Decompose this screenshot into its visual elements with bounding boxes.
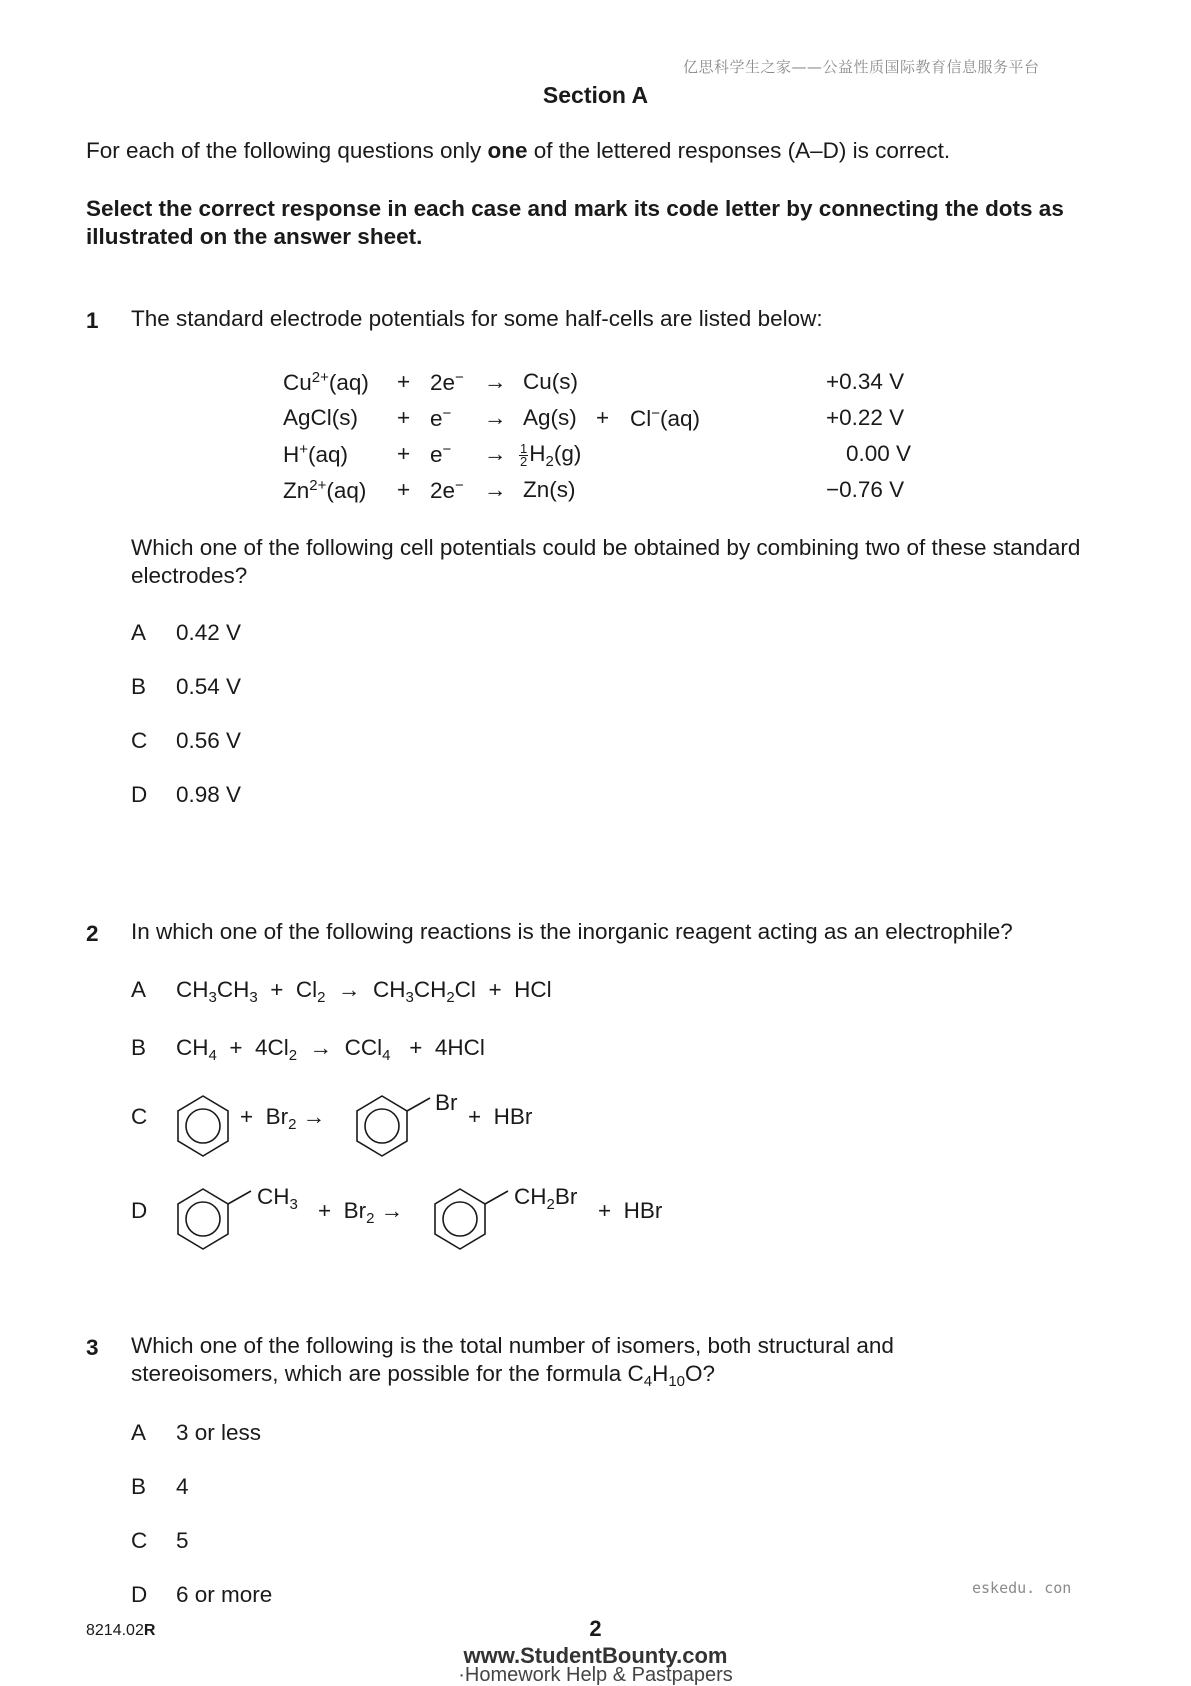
potential: +0.34 V (826, 369, 905, 394)
option-letter: A (131, 1420, 147, 1445)
half-cell-row-cu: $Cu^{2+}(aq)$ (283, 369, 369, 395)
extra-product: Cl−(aq) (630, 405, 701, 431)
q3-number: 3 (86, 1335, 99, 1360)
option-text: 5 (176, 1528, 189, 1553)
option-letter: D (131, 1582, 148, 1607)
electrons: e− (430, 441, 452, 467)
option-text: 6 or more (176, 1582, 273, 1607)
benzyl-bromide-icon (433, 1187, 513, 1255)
option-letter: C (131, 1104, 148, 1129)
q1-number: 1 (86, 308, 99, 333)
q2-text: In which one of the following reactions is the inorganic reagent acting as an electrophile? (131, 919, 1013, 944)
option-text: 4 (176, 1474, 189, 1499)
arrow: → (484, 477, 507, 502)
option-text: 0.98 V (176, 782, 242, 807)
bromobenzene-icon (355, 1094, 435, 1162)
substituent-ch3: $CH_3$ (257, 1184, 298, 1213)
half-cell-row-h: H+(aq) (283, 441, 349, 467)
half-cell-row-zn: $Zn^{2+}(aq)$ (283, 477, 367, 503)
potential: 0.00 V (846, 441, 912, 466)
watermark-eskedu: eskedu. con (972, 1579, 1072, 1597)
substituent-br: Br (435, 1090, 458, 1115)
q1-text: The standard electrode potentials for some half-cells are listed below: (131, 306, 823, 331)
product: Cu(s) (523, 369, 578, 394)
plus-sign: + (397, 477, 411, 502)
option-letter: D (131, 1198, 148, 1223)
option-letter: C (131, 1528, 148, 1553)
studentbounty-link[interactable]: www.StudentBounty.com (463, 1643, 728, 1668)
q3-text: Which one of the following is the total number of isomers, both structural and stereoisomers, which are possible for the formula $C_4H_{10}O$? (131, 1333, 894, 1390)
half-cell-row-agcl: AgCl(s) (283, 405, 359, 430)
potential: +0.22 V (826, 405, 905, 430)
option-letter: B (131, 1035, 147, 1060)
option-text: 0.54 V (176, 674, 242, 699)
electrons: 2e− (430, 477, 464, 503)
plus-sign: + (397, 369, 411, 394)
option-letter: B (131, 674, 147, 699)
q1-question: Which one of the following cell potentials could be obtained by combining two of these standard electrodes? (131, 535, 1081, 588)
fraction-half: $\frac{1}{2}$ (520, 440, 528, 469)
product: Zn(s) (523, 477, 576, 502)
option-text: 0.42 V (176, 620, 242, 645)
paper-code: 8214.02R (86, 1622, 156, 1639)
product: $\frac{1}{2}$ $H_2(g)$ (520, 440, 582, 470)
product: Ag(s) (523, 405, 577, 430)
page-number: 2 (589, 1616, 602, 1641)
q2-number: 2 (86, 921, 99, 946)
option-letter: A (131, 977, 147, 1002)
studentbounty-tagline: ·Homework Help & Pastpapers (458, 1664, 733, 1686)
option-letter: A (131, 620, 147, 645)
plus-sign: + (596, 405, 610, 430)
plus-sign: + (397, 441, 411, 466)
electrons: 2e− (430, 369, 464, 395)
option-letter: B (131, 1474, 147, 1499)
reaction-c-product: + HBr (468, 1104, 533, 1129)
arrow: → (484, 405, 507, 430)
reaction-c-reagent: + $Br_2$ → (240, 1104, 326, 1133)
section-title: Section A (542, 82, 649, 108)
plus-sign: + (397, 405, 411, 430)
reaction-d-product: + HBr (598, 1198, 663, 1223)
intro-text: For each of the following questions only one of the lettered responses (A–D) is correct. (86, 138, 951, 163)
reaction-a: $CH_3CH_3 + Cl_2 \to CH_3CH_2Cl$ + HCl (176, 977, 552, 1006)
reaction-b: $CH_4 + 4Cl_2 \to CCl_4$ + 4HCl (176, 1035, 485, 1064)
arrow: → (484, 441, 507, 466)
watermark-header: 亿思科学生之家——公益性质国际教育信息服务平台 (683, 58, 1040, 76)
toluene-icon (176, 1187, 256, 1255)
substituent-ch2br: $CH_2Br$ (514, 1184, 578, 1213)
electrons: e− (430, 405, 452, 431)
reaction-d-reagent: + $Br_2$ → (318, 1198, 404, 1227)
option-letter: C (131, 728, 148, 753)
instruction-text: Select the correct response in each case and mark its code letter by connecting the dots as illustrated on the answer sheet. (86, 196, 1064, 249)
option-letter: D (131, 782, 148, 807)
option-text: 3 or less (176, 1420, 262, 1445)
potential: −0.76 V (826, 477, 905, 502)
benzene-ring-icon (176, 1094, 236, 1162)
arrow: → (484, 369, 507, 394)
option-text: 0.56 V (176, 728, 242, 753)
